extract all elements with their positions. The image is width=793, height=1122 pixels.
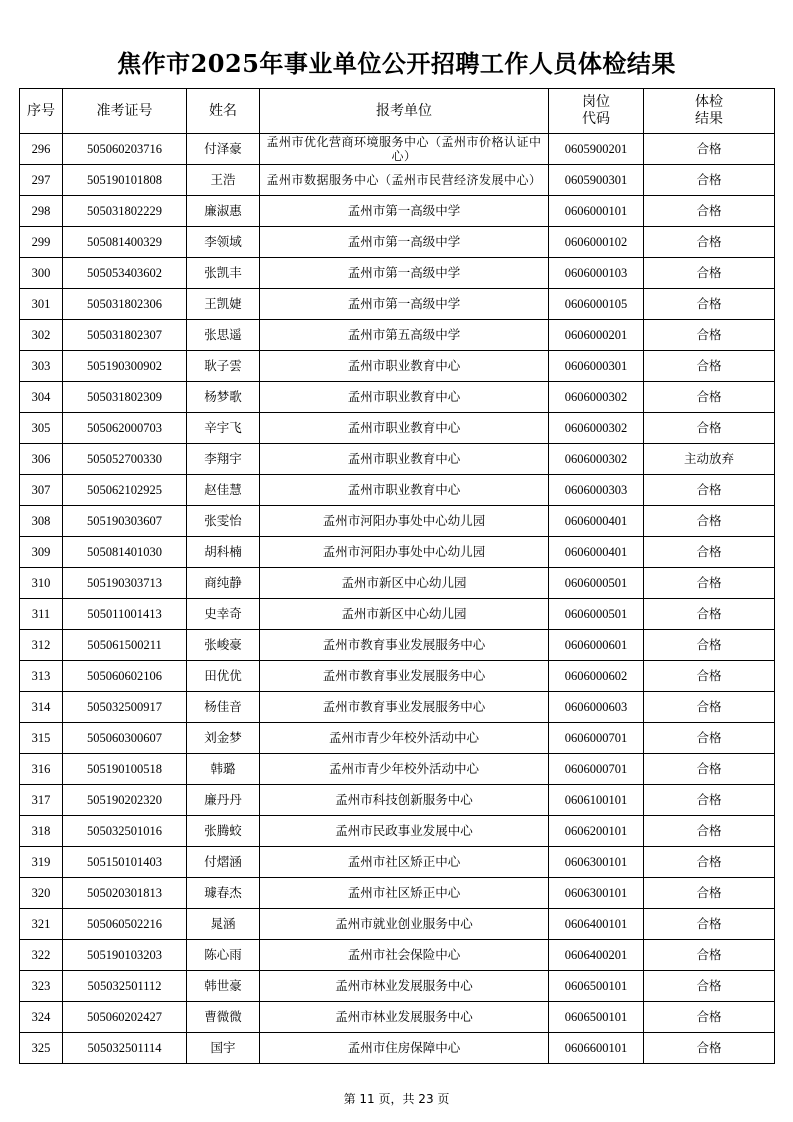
cell-unit: 孟州市第一高级中学 (260, 196, 549, 227)
cell-ticket: 505052700330 (63, 444, 187, 475)
cell-ticket: 505031802306 (63, 289, 187, 320)
cell-unit: 孟州市林业发展服务中心 (260, 971, 549, 1002)
cell-unit: 孟州市职业教育中心 (260, 382, 549, 413)
cell-result: 合格 (644, 568, 775, 599)
cell-code: 0606000401 (549, 506, 644, 537)
cell-name: 韩璐 (187, 754, 260, 785)
table-row (20, 723, 775, 754)
table-row (20, 909, 775, 940)
header-unit: 报考单位 (260, 89, 549, 134)
cell-ticket: 505190100518 (63, 754, 187, 785)
cell-name: 商纯静 (187, 568, 260, 599)
cell-code: 0606000701 (549, 754, 644, 785)
cell-name: 韩世豪 (187, 971, 260, 1002)
table-body (20, 134, 775, 1064)
cell-unit: 孟州市教育事业发展服务中心 (260, 630, 549, 661)
cell-unit: 孟州市教育事业发展服务中心 (260, 692, 549, 723)
cell-result: 合格 (644, 227, 775, 258)
cell-seq: 296 (20, 134, 63, 165)
cell-result: 合格 (644, 692, 775, 723)
cell-seq: 310 (20, 568, 63, 599)
cell-code: 0606000302 (549, 413, 644, 444)
cell-name: 杨佳音 (187, 692, 260, 723)
cell-ticket: 505032501016 (63, 816, 187, 847)
cell-unit: 孟州市河阳办事处中心幼儿园 (260, 537, 549, 568)
table-row (20, 1002, 775, 1033)
cell-name: 付泽豪 (187, 134, 260, 165)
cell-result: 合格 (644, 878, 775, 909)
cell-seq: 302 (20, 320, 63, 351)
cell-result: 合格 (644, 909, 775, 940)
cell-name: 赵佳慧 (187, 475, 260, 506)
header-code: 岗位 代码 (549, 89, 644, 134)
cell-unit: 孟州市职业教育中心 (260, 351, 549, 382)
cell-code: 0606000103 (549, 258, 644, 289)
cell-seq: 324 (20, 1002, 63, 1033)
cell-code: 0606000102 (549, 227, 644, 258)
cell-result: 合格 (644, 847, 775, 878)
cell-name: 晁涵 (187, 909, 260, 940)
cell-name: 廉丹丹 (187, 785, 260, 816)
header-seq: 序号 (20, 89, 63, 134)
cell-unit: 孟州市数据服务中心（孟州市民营经济发展中心） (260, 165, 549, 196)
cell-name: 张峻豪 (187, 630, 260, 661)
cell-name: 耿子雲 (187, 351, 260, 382)
cell-unit: 孟州市就业创业服务中心 (260, 909, 549, 940)
table-row (20, 289, 775, 320)
cell-seq: 307 (20, 475, 63, 506)
cell-ticket: 505060602106 (63, 661, 187, 692)
cell-result: 合格 (644, 1033, 775, 1064)
cell-ticket: 505150101403 (63, 847, 187, 878)
table-row (20, 258, 775, 289)
cell-result: 合格 (644, 785, 775, 816)
cell-seq: 301 (20, 289, 63, 320)
cell-name: 付熠涵 (187, 847, 260, 878)
table-row (20, 816, 775, 847)
cell-name: 李翔宇 (187, 444, 260, 475)
cell-name: 辛宇飞 (187, 413, 260, 444)
cell-ticket: 505081401030 (63, 537, 187, 568)
cell-code: 0605900201 (549, 134, 644, 165)
cell-seq: 299 (20, 227, 63, 258)
cell-seq: 313 (20, 661, 63, 692)
table-header-row (20, 89, 775, 134)
cell-code: 0606000701 (549, 723, 644, 754)
cell-seq: 321 (20, 909, 63, 940)
cell-ticket: 505060202427 (63, 1002, 187, 1033)
cell-code: 0606000602 (549, 661, 644, 692)
cell-result: 合格 (644, 320, 775, 351)
cell-unit: 孟州市职业教育中心 (260, 475, 549, 506)
cell-code: 0606000302 (549, 444, 644, 475)
header-name: 姓名 (187, 89, 260, 134)
cell-result: 合格 (644, 258, 775, 289)
cell-name: 胡科楠 (187, 537, 260, 568)
cell-result: 合格 (644, 165, 775, 196)
cell-result: 合格 (644, 475, 775, 506)
cell-code: 0606500101 (549, 971, 644, 1002)
cell-ticket: 505032501114 (63, 1033, 187, 1064)
cell-name: 陈心雨 (187, 940, 260, 971)
cell-seq: 309 (20, 537, 63, 568)
cell-ticket: 505060203716 (63, 134, 187, 165)
cell-unit: 孟州市住房保障中心 (260, 1033, 549, 1064)
cell-code: 0606000201 (549, 320, 644, 351)
table-row (20, 971, 775, 1002)
cell-ticket: 505062000703 (63, 413, 187, 444)
table-row (20, 320, 775, 351)
cell-ticket: 505053403602 (63, 258, 187, 289)
table-row (20, 196, 775, 227)
cell-name: 廉淑惠 (187, 196, 260, 227)
table-row (20, 1033, 775, 1064)
cell-ticket: 505031802229 (63, 196, 187, 227)
table-row (20, 940, 775, 971)
cell-code: 0606100101 (549, 785, 644, 816)
cell-code: 0605900301 (549, 165, 644, 196)
cell-result: 合格 (644, 289, 775, 320)
cell-result: 合格 (644, 537, 775, 568)
cell-result: 合格 (644, 754, 775, 785)
cell-ticket: 505190303713 (63, 568, 187, 599)
table-row (20, 847, 775, 878)
table-row (20, 537, 775, 568)
cell-unit: 孟州市青少年校外活动中心 (260, 723, 549, 754)
cell-ticket: 505190202320 (63, 785, 187, 816)
table-row (20, 475, 775, 506)
table-row (20, 692, 775, 723)
table-row (20, 134, 775, 165)
cell-ticket: 505190303607 (63, 506, 187, 537)
cell-result: 主动放弃 (644, 444, 775, 475)
cell-result: 合格 (644, 382, 775, 413)
cell-name: 张腾蛟 (187, 816, 260, 847)
cell-ticket: 505060502216 (63, 909, 187, 940)
cell-name: 李领域 (187, 227, 260, 258)
cell-name: 杨梦歌 (187, 382, 260, 413)
cell-seq: 303 (20, 351, 63, 382)
cell-name: 史幸奇 (187, 599, 260, 630)
cell-ticket: 505020301813 (63, 878, 187, 909)
cell-ticket: 505031802307 (63, 320, 187, 351)
cell-seq: 311 (20, 599, 63, 630)
cell-code: 0606600101 (549, 1033, 644, 1064)
cell-result: 合格 (644, 723, 775, 754)
page-footer: 第 11 页，共 23 页 (343, 1092, 450, 1106)
cell-code: 0606000401 (549, 537, 644, 568)
cell-seq: 317 (20, 785, 63, 816)
cell-name: 璩春杰 (187, 878, 260, 909)
cell-code: 0606000303 (549, 475, 644, 506)
cell-ticket: 505190103203 (63, 940, 187, 971)
cell-ticket: 505190300902 (63, 351, 187, 382)
cell-code: 0606000601 (549, 630, 644, 661)
cell-seq: 325 (20, 1033, 63, 1064)
cell-name: 张思遥 (187, 320, 260, 351)
cell-code: 0606000105 (549, 289, 644, 320)
cell-unit: 孟州市第一高级中学 (260, 227, 549, 258)
header-ticket: 准考证号 (63, 89, 187, 134)
table-row (20, 599, 775, 630)
cell-result: 合格 (644, 196, 775, 227)
cell-ticket: 505032500917 (63, 692, 187, 723)
cell-result: 合格 (644, 661, 775, 692)
cell-code: 0606400201 (549, 940, 644, 971)
cell-seq: 312 (20, 630, 63, 661)
cell-seq: 322 (20, 940, 63, 971)
cell-unit: 孟州市社会保险中心 (260, 940, 549, 971)
cell-ticket: 505032501112 (63, 971, 187, 1002)
cell-unit: 孟州市民政事业发展中心 (260, 816, 549, 847)
table-row (20, 661, 775, 692)
cell-name: 刘金梦 (187, 723, 260, 754)
cell-ticket: 505060300607 (63, 723, 187, 754)
document-title: 焦作市2025年事业单位公开招聘工作人员体检结果 (117, 49, 676, 78)
cell-unit: 孟州市职业教育中心 (260, 444, 549, 475)
cell-seq: 319 (20, 847, 63, 878)
table-row (20, 785, 775, 816)
cell-seq: 314 (20, 692, 63, 723)
cell-result: 合格 (644, 599, 775, 630)
cell-result: 合格 (644, 630, 775, 661)
cell-name: 田优优 (187, 661, 260, 692)
cell-name: 王浩 (187, 165, 260, 196)
cell-seq: 308 (20, 506, 63, 537)
cell-unit: 孟州市河阳办事处中心幼儿园 (260, 506, 549, 537)
cell-code: 0606000101 (549, 196, 644, 227)
table-row (20, 227, 775, 258)
cell-unit: 孟州市优化营商环境服务中心（孟州市价格认证中心） (260, 134, 549, 165)
header-result: 体检 结果 (644, 89, 775, 134)
cell-code: 0606000302 (549, 382, 644, 413)
cell-seq: 298 (20, 196, 63, 227)
table-row (20, 630, 775, 661)
cell-ticket: 505031802309 (63, 382, 187, 413)
cell-seq: 316 (20, 754, 63, 785)
cell-name: 王凯婕 (187, 289, 260, 320)
cell-code: 0606000603 (549, 692, 644, 723)
table-row (20, 351, 775, 382)
cell-result: 合格 (644, 940, 775, 971)
cell-seq: 304 (20, 382, 63, 413)
cell-seq: 318 (20, 816, 63, 847)
cell-code: 0606300101 (549, 847, 644, 878)
table-row (20, 413, 775, 444)
cell-result: 合格 (644, 506, 775, 537)
cell-code: 0606300101 (549, 878, 644, 909)
cell-result: 合格 (644, 134, 775, 165)
cell-seq: 300 (20, 258, 63, 289)
table-row (20, 754, 775, 785)
cell-unit: 孟州市第五高级中学 (260, 320, 549, 351)
table-row (20, 506, 775, 537)
cell-unit: 孟州市教育事业发展服务中心 (260, 661, 549, 692)
table-row (20, 568, 775, 599)
cell-seq: 315 (20, 723, 63, 754)
cell-result: 合格 (644, 971, 775, 1002)
cell-unit: 孟州市科技创新服务中心 (260, 785, 549, 816)
table-row (20, 878, 775, 909)
cell-unit: 孟州市林业发展服务中心 (260, 1002, 549, 1033)
cell-unit: 孟州市第一高级中学 (260, 289, 549, 320)
cell-code: 0606200101 (549, 816, 644, 847)
cell-result: 合格 (644, 351, 775, 382)
cell-result: 合格 (644, 1002, 775, 1033)
cell-ticket: 505011001413 (63, 599, 187, 630)
cell-ticket: 505190101808 (63, 165, 187, 196)
cell-name: 国宇 (187, 1033, 260, 1064)
cell-ticket: 505061500211 (63, 630, 187, 661)
cell-code: 0606000501 (549, 568, 644, 599)
cell-unit: 孟州市职业教育中心 (260, 413, 549, 444)
cell-name: 张雯怡 (187, 506, 260, 537)
results-table (19, 88, 775, 1064)
cell-seq: 323 (20, 971, 63, 1002)
table-row (20, 165, 775, 196)
cell-seq: 320 (20, 878, 63, 909)
cell-code: 0606400101 (549, 909, 644, 940)
cell-unit: 孟州市社区矫正中心 (260, 878, 549, 909)
cell-result: 合格 (644, 816, 775, 847)
cell-name: 曹微微 (187, 1002, 260, 1033)
cell-unit: 孟州市新区中心幼儿园 (260, 599, 549, 630)
cell-seq: 306 (20, 444, 63, 475)
cell-unit: 孟州市新区中心幼儿园 (260, 568, 549, 599)
cell-unit: 孟州市第一高级中学 (260, 258, 549, 289)
table-row (20, 382, 775, 413)
table-row (20, 444, 775, 475)
cell-name: 张凯丰 (187, 258, 260, 289)
cell-unit: 孟州市青少年校外活动中心 (260, 754, 549, 785)
cell-seq: 305 (20, 413, 63, 444)
cell-code: 0606000501 (549, 599, 644, 630)
cell-code: 0606000301 (549, 351, 644, 382)
cell-result: 合格 (644, 413, 775, 444)
cell-ticket: 505062102925 (63, 475, 187, 506)
cell-code: 0606500101 (549, 1002, 644, 1033)
cell-ticket: 505081400329 (63, 227, 187, 258)
cell-unit: 孟州市社区矫正中心 (260, 847, 549, 878)
cell-seq: 297 (20, 165, 63, 196)
